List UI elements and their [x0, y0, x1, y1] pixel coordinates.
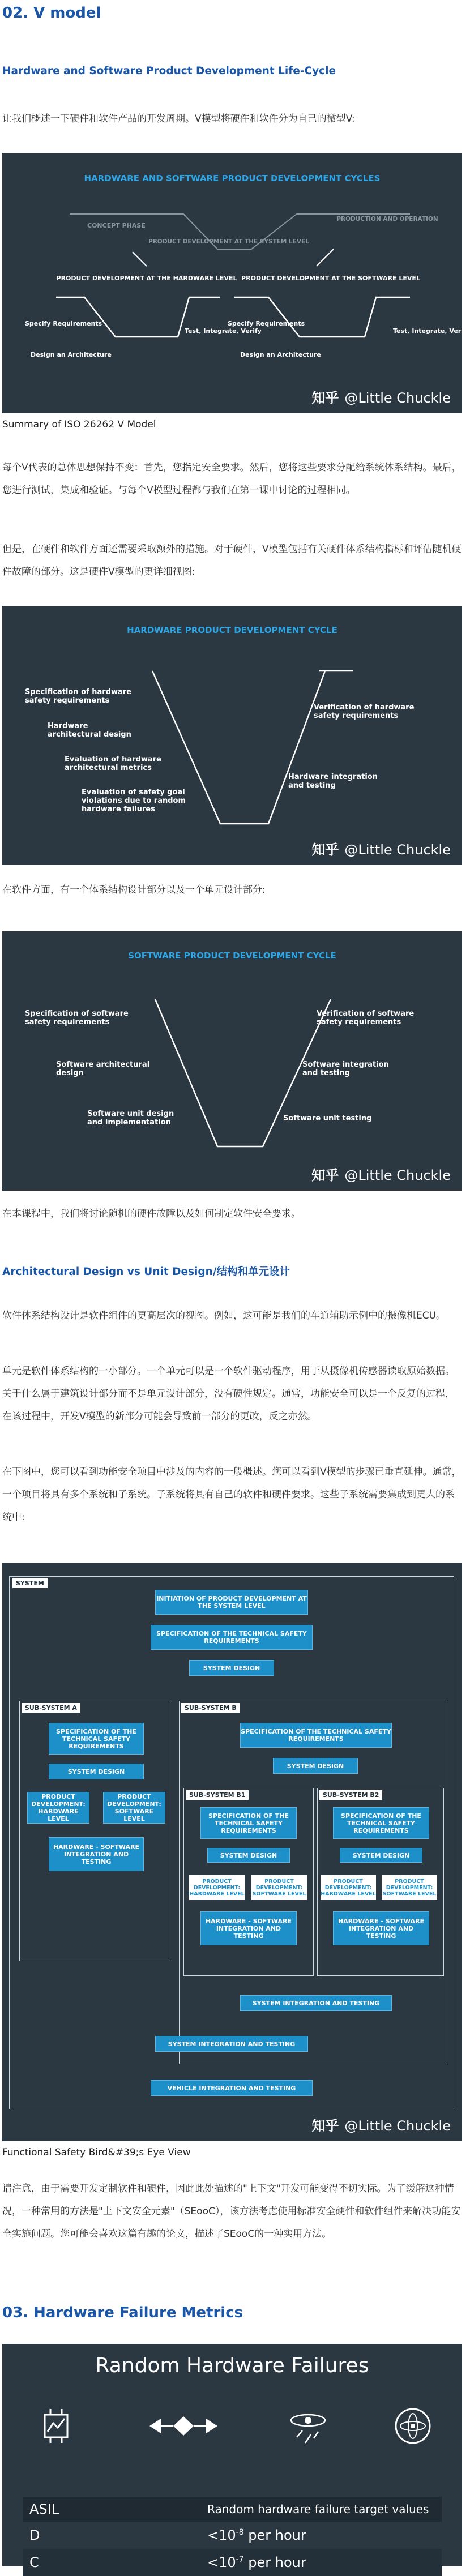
header-asil: ASIL: [29, 2501, 59, 2517]
box-b1-design: SYSTEM DESIGN: [207, 1848, 290, 1863]
box-b2-hw: PRODUCT DEVELOPMENT: HARDWARE LEVEL: [321, 1875, 376, 1900]
asil-table: [23, 2497, 442, 2576]
figure-title: HARDWARE AND SOFTWARE PRODUCT DEVELOPMENT CYCLES: [84, 173, 381, 183]
watermark: 知乎 @Little Chuckle: [311, 2118, 451, 2134]
rhf-title: Random Hardware Failures: [95, 2354, 369, 2377]
atom-icon: [387, 2400, 438, 2451]
box-a-hw: PRODUCT DEVELOPMENT: HARDWARE LEVEL: [27, 1792, 89, 1824]
caption-iso26262: Summary of ISO 26262 V Model: [2, 419, 156, 430]
label-design-arch-1: Design an Architecture: [31, 351, 112, 358]
section-title-v-model: 02. V model: [2, 5, 101, 22]
tag-sub-b1: SUB-SYSTEM B1: [186, 1790, 249, 1800]
label-sw-unit-testing: Software unit testing: [283, 1114, 372, 1123]
label-hw-integration: Hardware integration and testing: [288, 773, 378, 790]
paragraph-arch-2: 单元是软件体系结构的一小部分。一个单元可以是一个软件驱动程序，用于从摄像机传感器读取原始数据。关于什么属于建筑设计部分而不是单元设计部分，没有硬性规定。通常，功能安全可以是一个反复的过程，在该过程中，开发V模型的新部分可能会导致前一部分的更改，反之亦然。: [2, 1366, 455, 1422]
figure-random-hw-failures: [2, 2344, 462, 2570]
figure-sw-cycle: [2, 931, 462, 1191]
label-sw-unit-design: Software unit design and implementation: [87, 1110, 174, 1127]
target-cell: $<10^{-7}$ per hour: [207, 2554, 306, 2570]
label-concept-phase: CONCEPT PHASE: [87, 222, 146, 229]
radiation-icon: [285, 2403, 331, 2449]
box-b-design: SYSTEM DESIGN: [273, 1758, 358, 1774]
label-eval-metrics: Evaluation of hardware architectural metrics: [65, 755, 161, 772]
box-b-sys-int: SYSTEM INTEGRATION AND TESTING: [240, 1995, 392, 2011]
box-spec-tech: SPECIFICATION OF THE TECHNICAL SAFETY REQUIREMENTS: [151, 1625, 313, 1650]
figure-hw-cycle: [2, 606, 462, 865]
label-spec-hw-safety: Specification of hardware safety requirements: [25, 688, 132, 705]
paragraph-arch-3: 在下图中，您可以看到功能安全项目中涉及的内容的一般概述。您可以看到V模型的步骤已垂直延伸。通常，一个项目将具有多个系统和子系统。子系统将具有自己的软件和硬件要求。这些子系统需要集成到更大的系统中:: [2, 1466, 462, 1523]
label-test-1: Test, Integrate, Verify: [185, 327, 262, 335]
box-a-sw: PRODUCT DEVELOPMENT: SOFTWARE LEVEL: [103, 1792, 165, 1824]
box-b2-sw: PRODUCT DEVELOPMENT: SOFTWARE LEVEL: [382, 1875, 437, 1900]
tag-sub-b: SUB-SYSTEM B: [181, 1703, 240, 1713]
box-b1-sw: PRODUCT DEVELOPMENT: SOFTWARE LEVEL: [251, 1875, 307, 1900]
watermark: 知乎 @Little Chuckle: [311, 1167, 451, 1183]
chip-icon: [36, 2406, 76, 2446]
label-design-arch-2: Design an Architecture: [240, 351, 321, 358]
figure-title: SOFTWARE PRODUCT DEVELOPMENT CYCLE: [128, 951, 336, 961]
asil-cell: C: [29, 2554, 39, 2570]
box-sys-int: SYSTEM INTEGRATION AND TESTING: [155, 2036, 308, 2052]
paragraph-v-concept: 每个V代表的总体思想保持不变：首先，您指定安全要求。然后，您将这些要求分配给系统体系结构。最后，您进行测试，集成和验证。与每个V模型过程都与我们在第一课中讨论的过程相同。: [2, 462, 462, 496]
box-a-spec: SPECIFICATION OF THE TECHNICAL SAFETY REQUIREMENTS: [49, 1723, 144, 1755]
paragraph-sw-intro: 在软件方面，有一个体系结构设计部分以及一个单元设计部分:: [2, 884, 266, 896]
figure-birds-eye: [2, 1563, 462, 2141]
label-specify-req-2: Specify Requirements: [228, 320, 305, 327]
table-header-row: [23, 2497, 442, 2522]
heading-hw-sw-lifecycle: Hardware and Software Product Development Life-Cycle: [2, 65, 336, 77]
paragraph-arch-1: 软件体系结构设计是软件组件的更高层次的视图。例如，这可能是我们的车道辅助示例中的摄像机ECU。: [2, 1310, 446, 1321]
label-eval-goal: Evaluation of safety goal violations due to random hardware failures: [82, 788, 186, 814]
box-sys-design-top: SYSTEM DESIGN: [189, 1660, 274, 1676]
box-b2-spec: SPECIFICATION OF THE TECHNICAL SAFETY REQUIREMENTS: [333, 1807, 429, 1839]
watermark: 知乎 @Little Chuckle: [311, 842, 451, 858]
label-sw-arch-design: Software architectural design: [56, 1060, 150, 1077]
figure-title: HARDWARE PRODUCT DEVELOPMENT CYCLE: [127, 625, 337, 635]
box-init: INITIATION OF PRODUCT DEVELOPMENT AT THE SYSTEM LEVEL: [155, 1590, 308, 1615]
box-b1-hw: PRODUCT DEVELOPMENT: HARDWARE LEVEL: [189, 1875, 245, 1900]
header-target: Random hardware failure target values: [207, 2502, 429, 2516]
box-a-design: SYSTEM DESIGN: [49, 1764, 144, 1779]
label-sw-integration: Software integration and testing: [302, 1060, 389, 1077]
label-specify-req-1: Specify Requirements: [25, 320, 102, 327]
box-b1-spec: SPECIFICATION OF THE TECHNICAL SAFETY REQUIREMENTS: [200, 1807, 297, 1839]
box-vehicle-int: VEHICLE INTEGRATION AND TESTING: [151, 2080, 313, 2096]
label-hw-arch-design: Hardware architectural design: [48, 722, 131, 739]
label-test-2: Test, Integrate, Verify: [393, 327, 470, 335]
label-sw-level: PRODUCT DEVELOPMENT AT THE SOFTWARE LEVEL: [241, 275, 420, 282]
watermark: 知乎 @Little Chuckle: [311, 390, 451, 406]
section-title-hw-metrics: 03. Hardware Failure Metrics: [2, 2304, 243, 2321]
paragraph-hw-intro: 但是，在硬件和软件方面还需要采取额外的措施。对于硬件，V模型包括有关硬件体系结构指标和评估随机硬件故障的部分。这是硬件V模型的更详细视图:: [2, 544, 462, 577]
hw-sw-cycles-diagram: [2, 153, 470, 413]
caption-birds-eye: Functional Safety Bird&#39;s Eye View: [2, 2147, 191, 2158]
tag-sub-b2: SUB-SYSTEM B2: [319, 1790, 382, 1800]
label-spec-sw-safety: Specification of software safety requirements: [25, 1009, 129, 1026]
table-row: [23, 2522, 442, 2549]
sensor-icon: [144, 2406, 223, 2446]
paragraph-hw-sw-intro: 让我们概述一下硬件和软件产品的开发周期。V模型将硬件和软件分为自己的微型V:: [2, 113, 355, 125]
label-production: PRODUCTION AND OPERATION: [336, 216, 438, 222]
label-verif-sw: Verification of software safety requirements: [317, 1009, 415, 1026]
box-b2-design: SYSTEM DESIGN: [340, 1848, 422, 1863]
table-row: [23, 2549, 442, 2576]
box-b1-int: HARDWARE - SOFTWARE INTEGRATION AND TESTING: [200, 1911, 297, 1945]
figure-hw-sw-cycles: [2, 153, 470, 413]
label-system-level: PRODUCT DEVELOPMENT AT THE SYSTEM LEVEL: [148, 238, 309, 245]
tag-sub-a: SUB-SYSTEM A: [22, 1703, 80, 1713]
paragraph-course: 在本课程中，我们将讨论随机的硬件故障以及如何制定软件安全要求。: [2, 1208, 301, 1219]
asil-cell: D: [29, 2527, 40, 2543]
paragraph-seooc: 请注意，由于需要开发定制软件和硬件，因此此处描述的"上下文"开发可能变得不切实际。为了缓解这种情况，一种常用的方法是"上下文安全元素"（SEooC），该方法考虑使用标准安全硬件和软件组件来解决功能安全实施问题。您可能会喜欢这篇有趣的论文，描述了SEooC的一种实用方法。: [2, 2183, 461, 2240]
heading-arch-vs-unit: Architectural Design vs Unit Design/结构和单元设计: [2, 1266, 290, 1278]
target-cell: $<10^{-8}$ per hour: [207, 2527, 306, 2543]
box-b-spec: SPECIFICATION OF THE TECHNICAL SAFETY REQUIREMENTS: [240, 1723, 392, 1748]
label-hw-level: PRODUCT DEVELOPMENT AT THE HARDWARE LEVEL: [56, 275, 237, 282]
tag-system: SYSTEM: [12, 1578, 48, 1588]
box-a-int: HARDWARE - SOFTWARE INTEGRATION AND TESTING: [49, 1837, 144, 1871]
box-b2-int: HARDWARE - SOFTWARE INTEGRATION AND TESTING: [333, 1911, 429, 1945]
label-verif-hw: Verification of hardware safety requirements: [314, 703, 415, 720]
